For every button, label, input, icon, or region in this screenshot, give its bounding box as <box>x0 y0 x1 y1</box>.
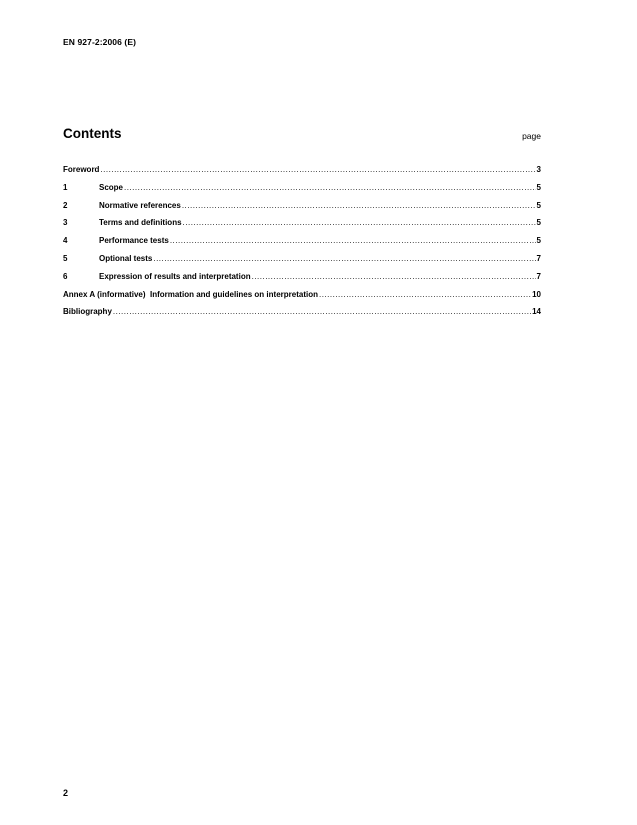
toc-entry-number: 2 <box>63 200 68 210</box>
toc-entry-page: 3 <box>536 165 541 174</box>
toc-entry-page: 5 <box>536 218 541 228</box>
toc-entry-title: Optional tests <box>99 253 153 263</box>
toc-entry-number: 1 <box>63 182 68 192</box>
toc-entry-page: 5 <box>536 200 541 210</box>
toc-entry-scope[interactable] <box>63 183 541 201</box>
page-number: 2 <box>63 788 69 798</box>
toc-entry-title: Bibliography <box>63 307 112 317</box>
toc-leader-dots <box>100 165 535 174</box>
document-id: EN 927-2:2006 (E) <box>63 37 137 47</box>
toc-entry-page: 7 <box>536 253 541 263</box>
toc-entry-page: 7 <box>536 271 541 281</box>
toc-leader-dots <box>182 201 536 210</box>
toc-entry-title: Terms and definitions <box>99 218 182 228</box>
toc-entry-number: 4 <box>63 236 68 246</box>
toc-entry-page: 10 <box>532 289 541 299</box>
toc-entry-title: Scope <box>99 182 124 192</box>
toc-entry-title: Normative references <box>99 200 181 210</box>
toc-leader-dots <box>252 272 536 281</box>
toc-entry-optional-tests[interactable] <box>63 254 541 272</box>
toc-leader-dots <box>183 218 536 227</box>
toc-entry-title: Performance tests <box>99 236 169 246</box>
toc-leader-dots <box>124 183 536 192</box>
toc-entry-annex-a[interactable] <box>63 290 541 308</box>
toc-leader-dots <box>170 236 536 245</box>
toc-entry-number: 6 <box>63 271 68 281</box>
toc-entry-title: Foreword <box>63 165 100 174</box>
toc-entry-number: 3 <box>63 218 68 228</box>
toc-entry-number: 5 <box>63 253 68 263</box>
toc-entry-title: Expression of results and interpretation <box>99 271 251 281</box>
toc-entry-page: 5 <box>536 236 541 246</box>
table-of-contents <box>63 165 541 325</box>
toc-entry-terms-and-definitions[interactable] <box>63 218 541 236</box>
toc-leader-dots <box>153 254 535 263</box>
toc-entry-title: Annex A (informative) Information and guidelines on interpretation <box>63 289 318 299</box>
toc-leader-dots <box>113 307 531 316</box>
toc-entry-page: 14 <box>532 307 541 317</box>
toc-entry-foreword[interactable] <box>63 165 541 183</box>
page-column-label: page <box>522 131 541 141</box>
toc-entry-page: 5 <box>536 182 541 192</box>
toc-entry-expression-of-results[interactable] <box>63 272 541 290</box>
toc-leader-dots <box>319 290 531 299</box>
toc-entry-bibliography[interactable] <box>63 307 541 325</box>
contents-heading: Contents <box>63 126 122 141</box>
toc-entry-normative-references[interactable] <box>63 201 541 219</box>
toc-entry-performance-tests[interactable] <box>63 236 541 254</box>
